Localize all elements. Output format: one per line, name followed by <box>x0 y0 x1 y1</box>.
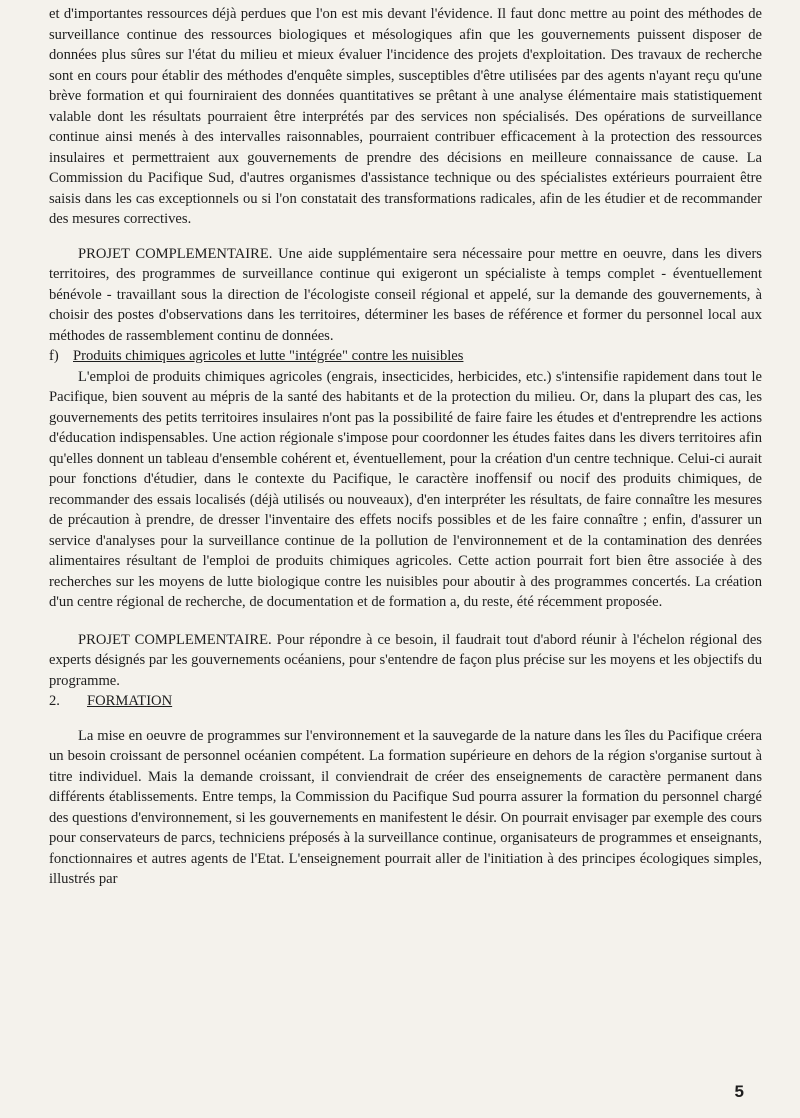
section-label: 2. <box>49 693 60 709</box>
paragraph-projet-complementaire-2: PROJET COMPLEMENTAIRE. Pour répondre à ce besoin, il faudrait tout d'abord réunir à l'échelon régional des experts désignés par les gouvernements océaniens, pour s'entendre de façon plus précise sur les moyens et les objectifs du programme. <box>49 631 762 689</box>
paragraph-produits-chimiques: L'emploi de produits chimiques agricoles (engrais, insecticides, herbicides, etc.) s'intensifie rapidement dans tout le Pacifique, bien souvent au mépris de la santé des habitants et de la protection du milieu. Or, dans la plupart des cas, les gouvernements des petits territoires insulaires n'ont pas la possibilité de faire faire les études et d'entreprendre les actions d'éducation indispensables. Une action régionale s'impose pour coordonner les études faites dans les divers territoires afin qu'elles donnent un tableau d'ensemble cohérent et, éventuellement, pour la création d'un centre technique. Celui-ci aurait pour fonctions d'étudier, dans le contexte du Pacifique, le caractère inoffensif ou nocif des produits chimiques, de recommander des essais localisés (déjà utilisés ou nouveaux), d'en interpréter les résultats, de faire connaître les mesures de précaution à prendre, de dresser l'inventaire des effets nocifs possibles et de les faire connaître ; enfin, d'assurer un service d'analyses pour la surveillance continue de la pollution de l'environnement et de la contamination des denrées alimentaires résultant de l'emploi de produits chimiques agricoles. Cette action pourrait fort bien être associée à des recherches sur les moyens de lutte biologique contre les nuisibles pour aboutir à des programmes concertés. La création d'un centre régional de recherche, de documentation et de formation a, du reste, été récemment proposée. <box>49 368 762 610</box>
subsection-heading-f <box>49 346 762 367</box>
section-title: FORMATION <box>87 693 173 709</box>
paragraph-formation: La mise en oeuvre de programmes sur l'environnement et la sauvegarde de la nature dans les îles du Pacifique créera un besoin croissant de personnel océanien compétent. La formation supérieure en dehors de la région s'organise surtout à titre individuel. Mais la demande croissant, il conviendrait de créer des enseignements de caractère permanent dans différents établissements. Entre temps, la Commission du Pacifique Sud pourra assurer la formation du personnel chargé des questions d'environnement, si les gouvernements en manifestent le désir. On pourrait envisager par exemple des cours pour conservateurs de parcs, techniciens préposés à la surveillance continue, organisateurs de programmes et enseignants, fonctionnaires et autres agents de l'Etat. L'enseignement pourrait aller de l'initiation à des principes écologiques simples, illustrés par <box>49 727 762 887</box>
subsection-label: f) <box>49 348 59 364</box>
paragraph-projet-complementaire-1: PROJET COMPLEMENTAIRE. Une aide supplémentaire sera nécessaire pour mettre en oeuvre, dans les divers territoires, des programmes de surveillance continue qui exigeront un spécialiste à temps complet - éventuellement bénévole - travaillant sous la direction de l'écologiste conseil régional et appelé, sur la demande des gouvernements, à choisir des postes d'observations dans les territoires, déterminer les bases de référence et former du personnel local aux méthodes de rassemblement continu de données. <box>49 245 762 344</box>
section-heading-formation <box>49 691 762 712</box>
page-number: 5 <box>734 1082 744 1101</box>
paragraph-surveillance: et d'importantes ressources déjà perdues que l'on est mis devant l'évidence. Il faut donc mettre au point des méthodes de surveillance continue des ressources biologiques et mésologiques afin que les gouvernements puissent disposer de données plus sûres sur l'état du milieu et mieux évaluer l'incidence des projets d'exploitation. Des travaux de recherche sont en cours pour établir des méthodes d'enquête simples, susceptibles d'être utilisées par des agents n'ayant reçu qu'une brève formation et qui fourniraient des données quantitatives se prêtant à une analyse élémentaire mais statistiquement valable dont les résultats pourraient être interprétés par des services non spécialisés. Des opérations de surveillance continue ainsi menés à des intervalles raisonnables, pourraient contribuer efficacement à la protection des ressources insulaires et permettraient aux gouvernements de prendre des décisions en meilleure connaissance de cause. La Commission du Pacifique Sud, d'autres organismes d'assistance technique ou des spécialistes extérieurs pourraient être saisis dans les cas exceptionnels ou si l'on constatait des transformations radicales, afin de les étudier et de recommander des mesures correctives. <box>49 6 762 227</box>
subsection-title: Produits chimiques agricoles et lutte "intégrée" contre les nuisibles <box>73 348 464 364</box>
